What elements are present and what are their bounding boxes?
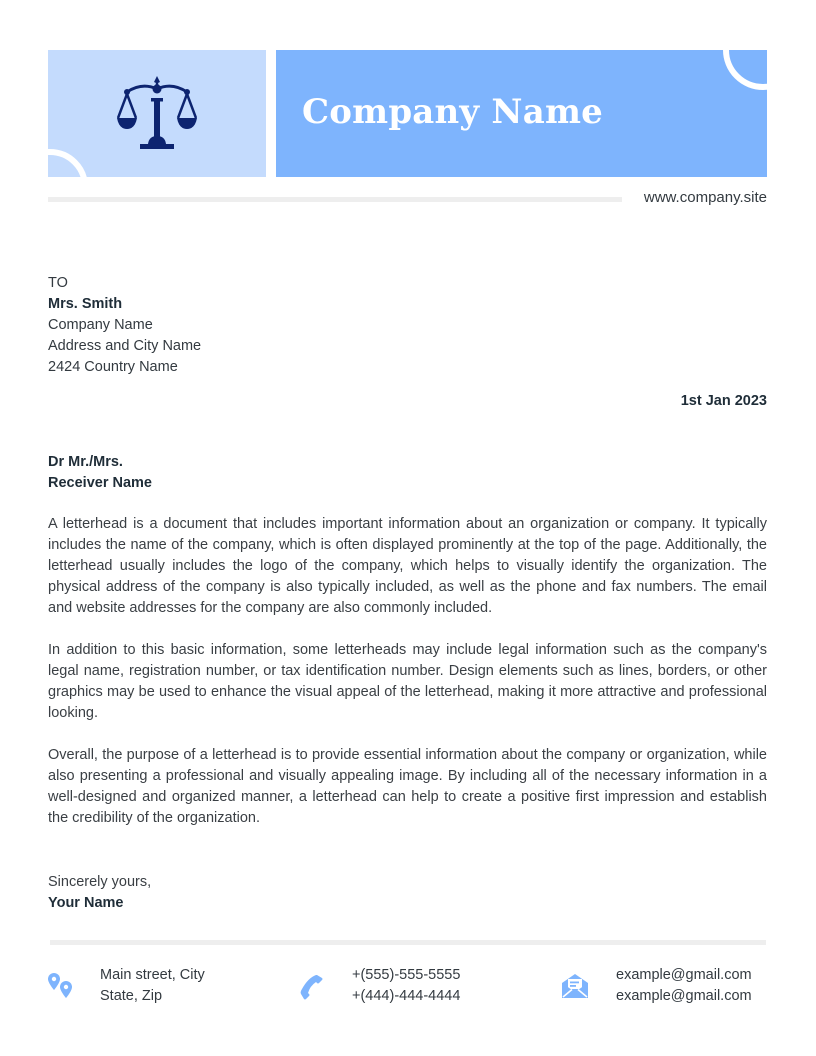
closing-line: Sincerely yours, [48,874,152,890]
body-paragraph: A letterhead is a document that includes important information about an organization or company. It typically includes the name of the company, which is often displayed prominently at the top of the page. Additionally, the letterhead usually includes the logo of the company, which helps to visually identify the organization. The physical address of the company is also typically included, as well as the phone and fax numbers. The email and website addresses for the company are also commonly included. [48,516,767,616]
email-line-2[interactable]: example@gmail.com [616,988,752,1004]
address-line-1: Main street, City [100,967,205,983]
company-name: Company Name [302,92,603,132]
letter-body [48,514,767,850]
sender-name: Your Name [48,895,124,911]
closing-block [48,872,151,914]
recipient-address: Address and City Name [48,338,202,354]
location-pins-icon [46,971,76,1001]
logo-panel [48,50,266,177]
phone-icon [296,971,326,1001]
email-line-1[interactable]: example@gmail.com [616,967,752,983]
phone-line-1[interactable]: +(555)-555-5555 [352,967,461,983]
title-panel [276,50,767,177]
salutation-title: Dr Mr./Mrs. [48,454,123,470]
footer-phone [296,965,460,1007]
body-paragraph: In addition to this basic information, some letterheads may include legal information such as the company's legal name, registration number, or tax identification number. Design elements such as lines, borders, or other graphics may be used to enhance the visual appeal of the letterhead, making it more attractive and professional looking. [48,642,767,721]
website-link[interactable]: www.company.site [643,189,767,206]
footer-address [46,965,205,1007]
body-paragraph: Overall, the purpose of a letterhead is to provide essential information about the company or organization, while also presenting a professional and visually appealing image. By including all of the necessary information in a well-designed and organized manner, a letterhead can help to create a positive first impression and establish the credibility of the organization. [48,747,767,826]
recipient-block [48,273,201,378]
scales-of-justice-icon [117,74,197,154]
salutation-receiver: Receiver Name [48,475,152,491]
open-envelope-icon [560,971,590,1001]
recipient-country: 2424 Country Name [48,359,178,375]
footer-email [560,965,752,1007]
address-line-2: State, Zip [100,988,163,1004]
letter-date: 1st Jan 2023 [680,393,767,409]
decorative-ring [723,50,767,90]
recipient-name: Mrs. Smith [48,296,123,312]
to-label: TO [48,275,68,291]
salutation [48,452,152,494]
phone-line-2[interactable]: +(444)-444-4444 [352,988,461,1004]
recipient-company: Company Name [48,317,153,333]
header-divider [48,197,622,202]
footer-divider [50,940,766,945]
decorative-ring [48,149,88,177]
